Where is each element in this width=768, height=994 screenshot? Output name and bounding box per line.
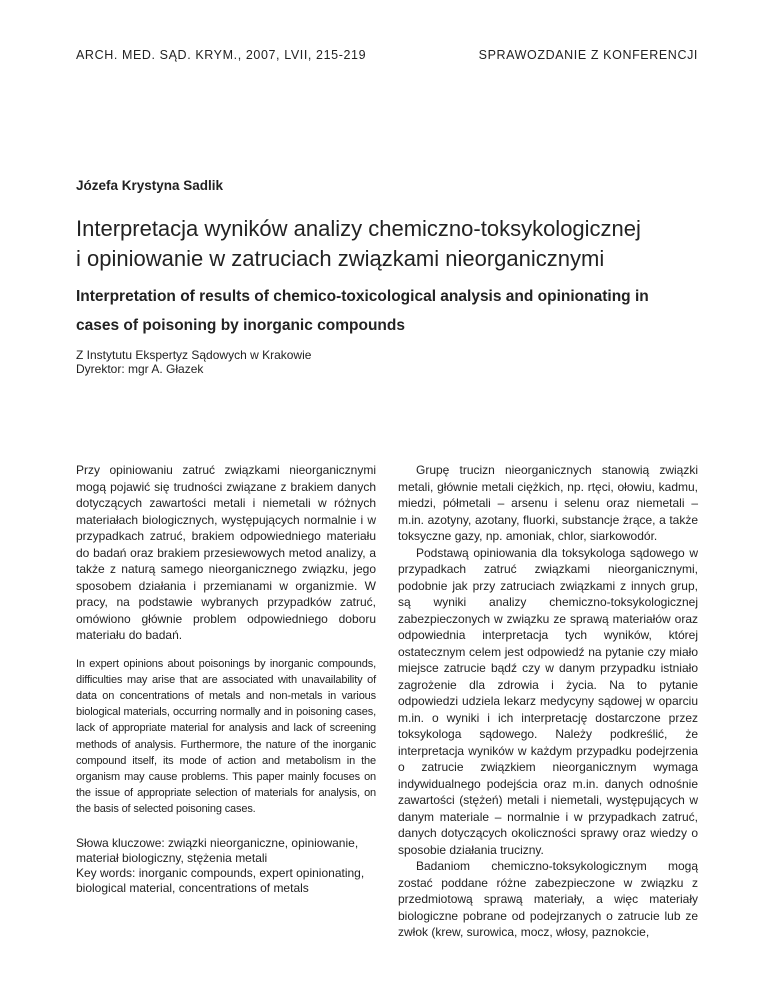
title-polish-line-2: i opiniowanie w zatruciach związkami nieorganicznymi [76,246,605,271]
body-paragraph-3: Badaniom chemiczno-toksykologicznym mogą zostać poddane różne zabezpieczone w związku z przedmiotową sprawą materiały, a więc materiały biologiczne pobrane od podejrzanych o zatrucie lub ze zwłok (krew, surowica, mocz, włosy, paznokcie, [398,859,698,939]
affiliation-block [76,348,311,376]
left-column [76,462,376,896]
director: Dyrektor: mgr A. Głazek [76,362,204,376]
affiliation: Z Instytutu Ekspertyz Sądowych w Krakowie [76,348,312,362]
right-column [398,462,698,941]
keywords-polish: Słowa kluczowe: związki nieorganiczne, opiniowanie, materiał biologiczny, stężenia metali [76,835,359,865]
keywords-block [76,836,376,896]
title-english [76,282,706,340]
body-paragraph-1: Grupę trucizn nieorganicznych stanowią związki metali, głównie metali ciężkich, np. rtęci, ołowiu, kadmu, miedzi, półmetali – arsenu i selenu oraz niemetali – m.in. azotyny, azotany, fluorki, substancje żrące, a także toksyczne gazy, np. amoniak, chlor, siarkowodór. [398,463,698,543]
section-label: SPRAWOZDANIE Z KONFERENCJI [478,48,698,62]
title-english-line-2: cases of poisoning by inorganic compounds [76,317,405,334]
title-english-line-1: Interpretation of results of chemico-toxicological analysis and opinionating in [76,288,649,305]
body-paragraph-2: Podstawą opiniowania dla toksykologa sądowego w przypadkach zatruć związkami nieorganicznymi, podobnie jak przy zatruciach związkami z innych grup, są wyniki analizy chemiczno-toksykologicznej zabezpieczonych w związku ze sprawą materiałów oraz odpowiednia interpretacja tych wyników, której ostatecznym celem jest odpowiedź na pytanie czy miało miejsce zatrucie bądź czy w danym przypadku istniało zagrożenie dla zdrowia i życia. Na to pytanie odpowiedzi udziela lekarz medycyny sądowej w oparciu m.in. o wyniki i ich interpretację dostarczone przez toksykologa sądowego. Należy podkreślić, że interpretacja wyników w każdym przypadku podejrzenia o zatrucie związkiem nieorganicznym wymaga indywidualnego podejścia oraz m.in. danych odnośnie zawartości (stężeń) metali i niemetali, występujących w danym materiale – normalnie i w przypadkach zatruć, danych dotyczących okoliczności sprawy oraz wiedzy o sposobie działania trucizny. [398,545,698,857]
keywords-english: Key words: inorganic compounds, expert opinionating, biological material, concentrations of metals [76,865,365,895]
author-name: Józefa Krystyna Sadlik [76,178,224,193]
title-polish [76,214,706,274]
abstract-polish: Przy opiniowaniu zatruć związkami nieorganicznymi mogą pojawić się trudności związane z brakiem danych dotyczących zawartości metali i niemetali w różnych materiałach biologicznych, występujących normalnie i w przypadkach zatruć, brakiem odpowiedniego materiału do badań oraz brakiem przesiewowych metod analizy, a także z naturą samego nieorganicznego związku, jego sposobem działania i przemianami w organizmie. W pracy, na podstawie wybranych przypadków zatruć, omówiono głównie problem odpowiedniego doboru materiału do badań. [76,463,376,642]
abstract-english: In expert opinions about poisonings by inorganic compounds, difficulties may arise that are associated with unavailability of data on concentrations of metals and non-metals in various biological materials, occurring normally and in poisoning cases, lack of appropriate material for analysis and lack of screening methods of analysis. Furthermore, the nature of the inorganic compound itself, its mode of action and metabolism in the organism may cause problems. This paper mainly focuses on the issue of appropriate selection of materials for analysis, on the basis of selected poisoning cases. [76,657,376,816]
title-polish-line-1: Interpretacja wyników analizy chemiczno-toksykologicznej [76,216,641,241]
journal-reference: ARCH. MED. SĄD. KRYM., 2007, LVII, 215-219 [76,48,367,62]
